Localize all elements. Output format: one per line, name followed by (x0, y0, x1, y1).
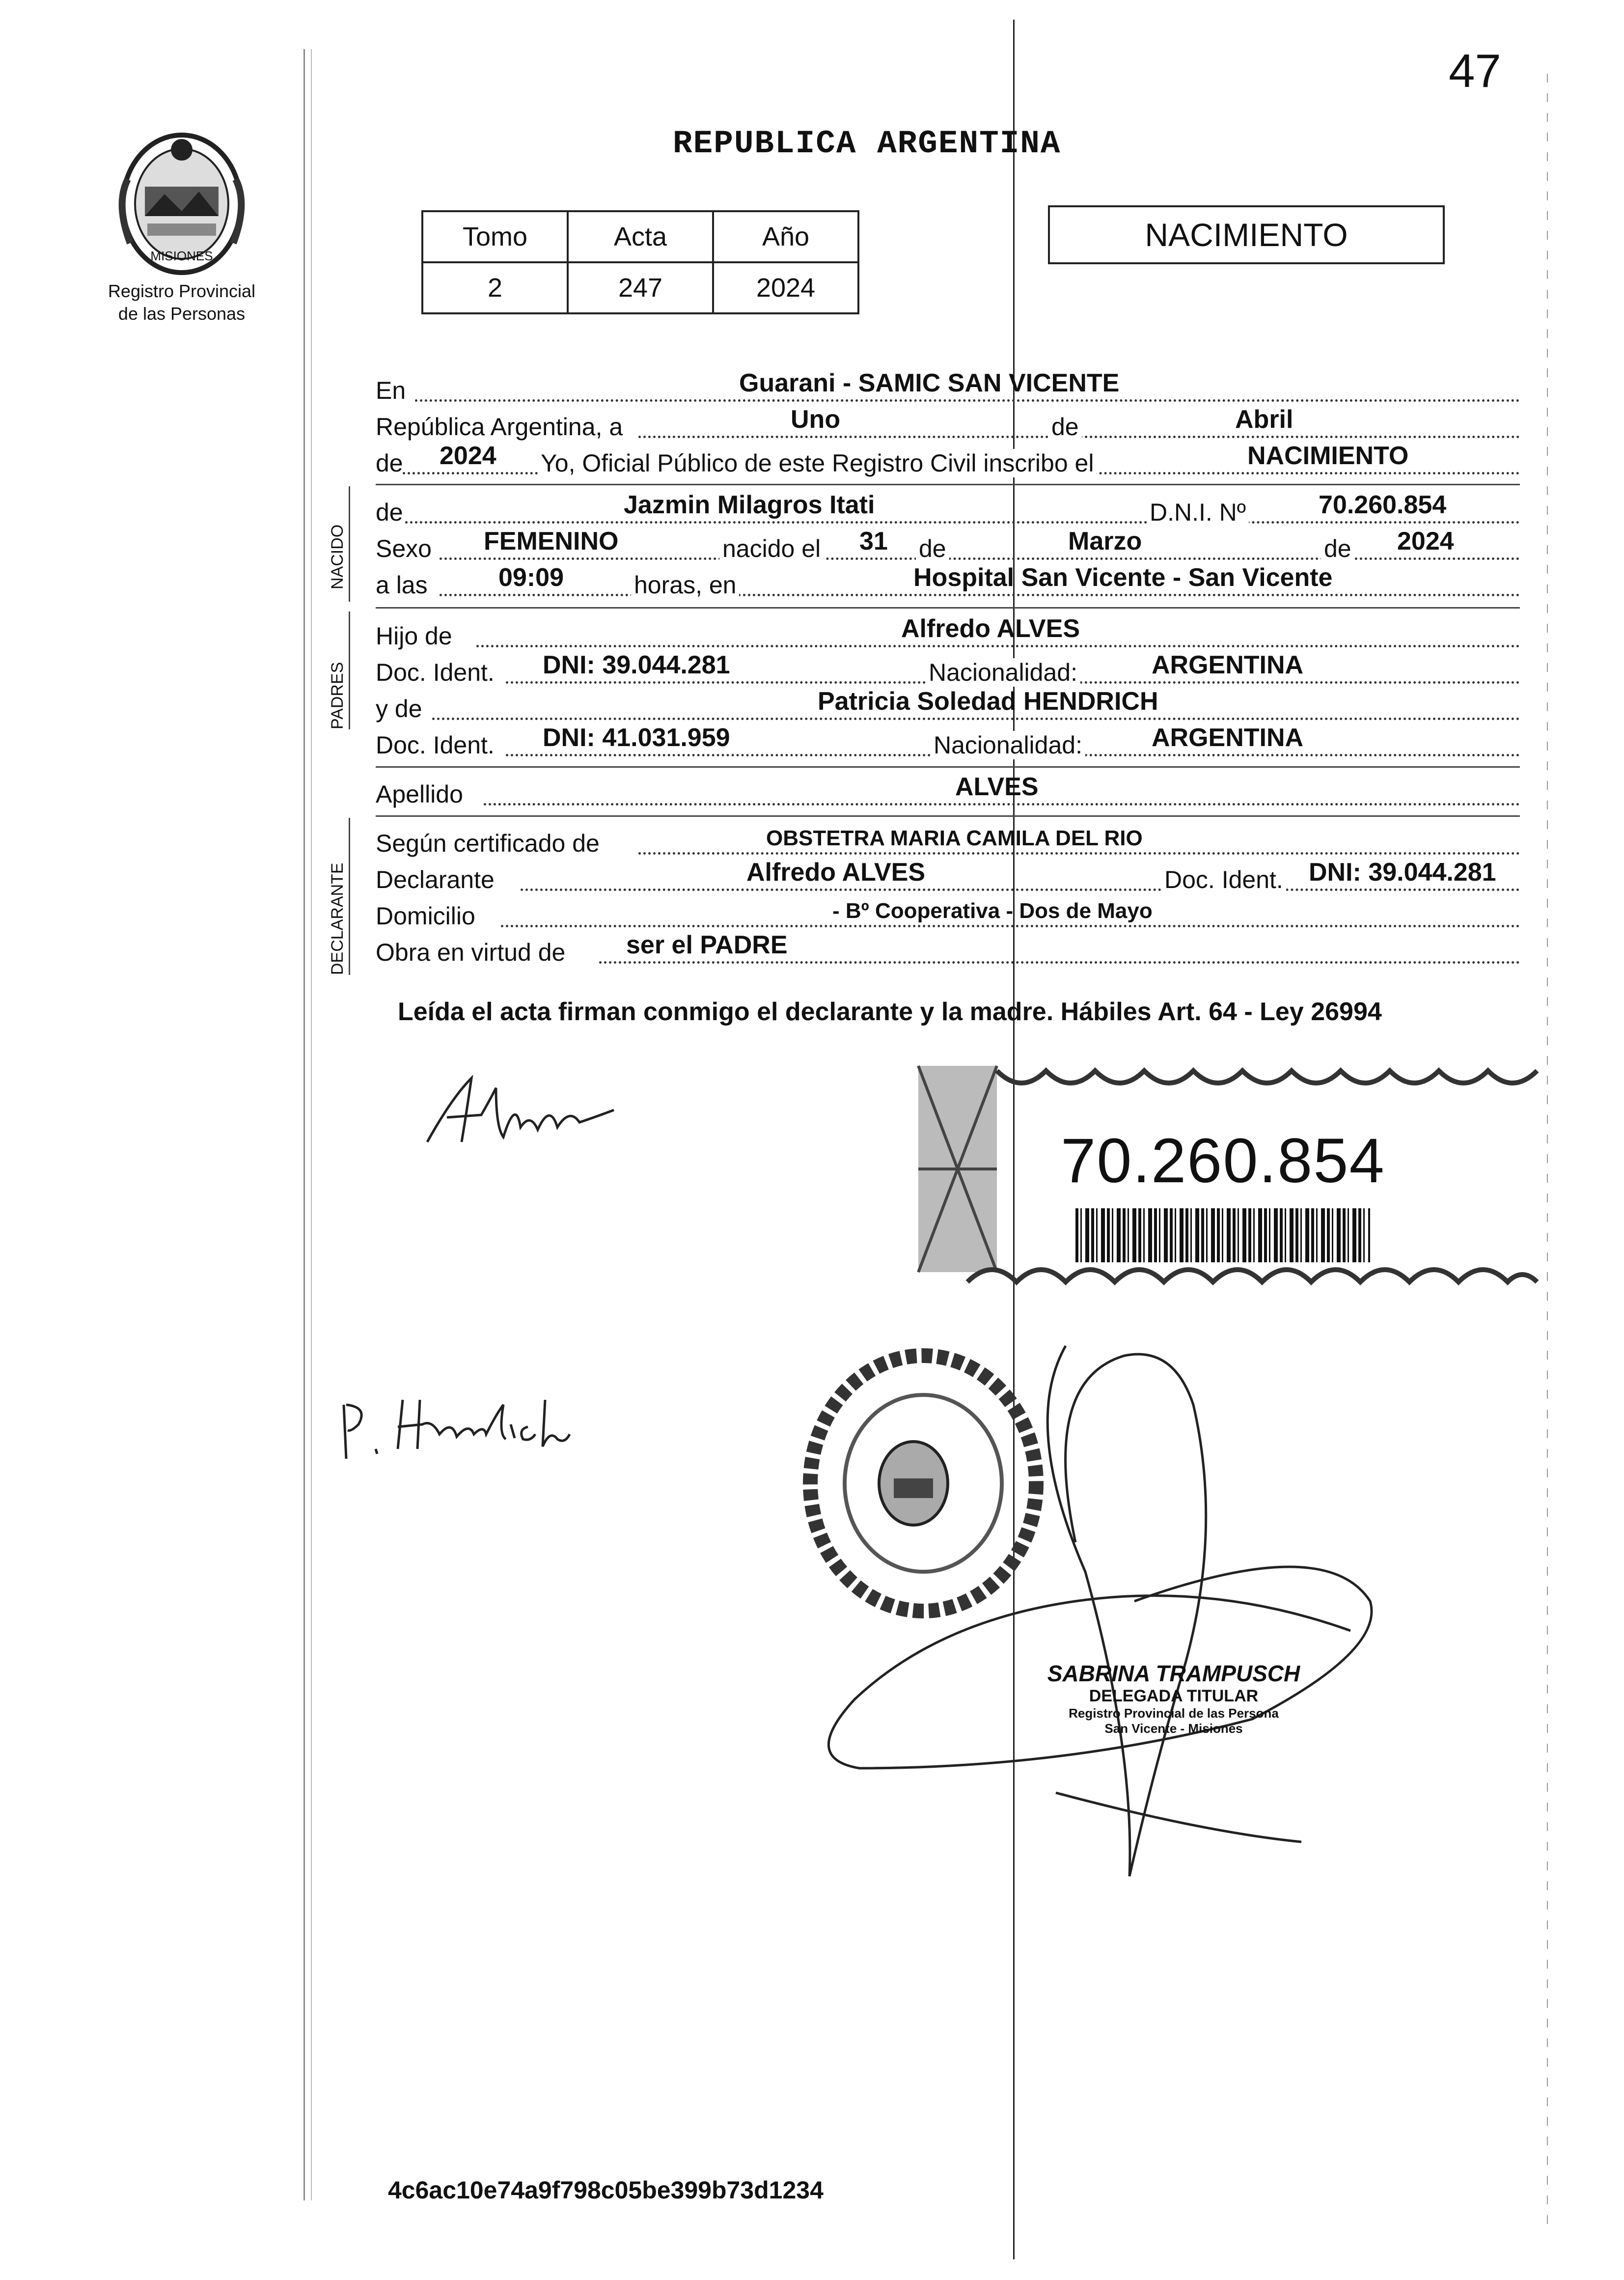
label-republica: República Argentina, a (376, 413, 623, 441)
side-label-declarante: DECLARANTE (328, 862, 347, 975)
row-time (376, 563, 1520, 599)
row-place (376, 368, 1520, 405)
value-birth-year: 2024 (1397, 527, 1454, 556)
dotted-line (440, 594, 1520, 596)
label-nacido-el: nacido el (719, 534, 824, 563)
label-nacionalidad: Nacionalidad: (931, 731, 1085, 759)
value-acta: 247 (568, 262, 713, 313)
dotted-line (476, 645, 1520, 647)
barcode (1075, 1208, 1370, 1262)
right-margin-line (1547, 74, 1548, 2235)
label-obra: Obra en virtud de (376, 939, 566, 966)
label-de: de (1048, 413, 1082, 441)
value-ano: 2024 (713, 262, 858, 313)
value-month: Abril (1235, 405, 1294, 434)
section-bar-declarante (349, 818, 350, 975)
officer-signature (810, 1326, 1400, 1906)
label-segun: Según certificado de (376, 830, 600, 857)
value-mother-nationality: ARGENTINA (1152, 723, 1304, 752)
value-father-nationality: ARGENTINA (1152, 651, 1304, 679)
left-margin-line-inner (311, 49, 312, 2200)
row-declarant (376, 858, 1520, 894)
section-divider (376, 607, 1520, 609)
official-office-line1: Registro Provincial de las Persona (1069, 1706, 1279, 1721)
value-father-dni: DNI: 39.044.281 (543, 651, 730, 679)
dotted-line (484, 803, 1520, 806)
label-de-birth-year: de (1321, 534, 1354, 563)
label-doc-ident: Doc. Ident. (376, 659, 495, 686)
official-signature-block (1002, 1660, 1346, 1736)
row-surname (376, 772, 1520, 808)
header-tomo: Tomo (422, 211, 568, 262)
value-day: Uno (791, 405, 841, 434)
row-certifier (376, 821, 1520, 858)
value-mother: Patricia Soledad HENDRICH (818, 687, 1158, 716)
value-sex: FEMENINO (484, 527, 619, 556)
value-father: Alfredo ALVES (901, 614, 1080, 643)
label-nacionalidad: Nacionalidad: (926, 658, 1080, 687)
row-sex (376, 527, 1520, 563)
value-birth-month: Marzo (1068, 527, 1142, 556)
registry-name-line2: de las Personas (118, 304, 246, 324)
row-father (376, 614, 1520, 650)
provincial-seal-icon (110, 120, 253, 282)
page-number: 47 (1449, 45, 1501, 97)
value-capacity: ser el PADRE (626, 931, 788, 959)
official-role: DELEGADA TITULAR (1089, 1687, 1259, 1705)
label-hijo-de: Hijo de (376, 622, 452, 650)
header-ano: Año (713, 211, 858, 262)
label-declarante: Declarante (376, 866, 495, 893)
label-de-month: de (916, 534, 949, 563)
label-domicilio: Domicilio (376, 902, 475, 930)
value-mother-dni: DNI: 41.031.959 (543, 723, 730, 752)
svg-text:MISIONES: MISIONES (150, 249, 213, 263)
dotted-line (440, 557, 1520, 560)
dotted-line (521, 889, 1520, 891)
section-divider (376, 484, 1520, 485)
value-place: Guarani - SAMIC SAN VICENTE (739, 369, 1120, 397)
dotted-line (432, 718, 1520, 720)
value-declarant: Alfredo ALVES (746, 858, 926, 887)
label-en: En (376, 377, 406, 404)
registry-name-line1: Registro Provincial (108, 281, 256, 301)
document-title: REPUBLICA ARGENTINA (673, 125, 1061, 162)
registry-name (74, 280, 290, 325)
value-birth-day: 31 (859, 527, 888, 556)
section-bar-padres (349, 612, 350, 729)
row-date (376, 405, 1520, 441)
value-name: Jazmin Milagros Itati (624, 491, 875, 519)
row-address (376, 894, 1520, 930)
value-tomo: 2 (422, 262, 568, 313)
label-doc-ident: Doc. Ident. (1161, 865, 1286, 894)
dotted-line (415, 399, 1520, 402)
label-dni: D.N.I. Nº (1147, 498, 1249, 527)
row-capacity (376, 930, 1520, 967)
label-de-name: de (376, 499, 403, 526)
dni-stamp-number: 70.260.854 (1061, 1126, 1385, 1196)
value-declarant-dni: DNI: 39.044.281 (1309, 858, 1496, 887)
side-label-padres: PADRES (328, 662, 347, 729)
row-mother (376, 687, 1520, 723)
document-hash: 4c6ac10e74a9f798c05be399b73d1234 (388, 2176, 824, 2204)
declarant-signature (422, 1068, 629, 1152)
label-a-las: a las (376, 571, 428, 599)
record-type-box: NACIMIENTO (1048, 205, 1445, 264)
section-divider (376, 815, 1520, 817)
official-office-line2: San Vicente - Misiones (1104, 1721, 1243, 1736)
label-horas-en: horas, en (631, 571, 739, 599)
dotted-line (638, 852, 1520, 855)
label-apellido: Apellido (376, 780, 463, 808)
record-table (421, 210, 859, 314)
value-birth-place: Hospital San Vicente - San Vicente (913, 563, 1333, 592)
dotted-line (405, 521, 1520, 524)
value-event: NACIMIENTO (1247, 442, 1409, 470)
value-address: - Bº Cooperativa - Dos de Mayo (832, 899, 1153, 923)
label-y-de: y de (376, 695, 422, 723)
closing-text: Leída el acta firman conmigo el declarante y la madre. Hábiles Art. 64 - Ley 26994 (398, 998, 1382, 1026)
value-time: 09:09 (498, 563, 564, 592)
row-father-doc (376, 650, 1520, 687)
label-oficial: Yo, Oficial Público de este Registro Civil inscribo el (538, 449, 1097, 477)
dotted-line (599, 961, 1520, 964)
value-certifier: OBSTETRA MARIA CAMILA DEL RIO (766, 826, 1143, 850)
side-label-nacido: NACIDO (328, 524, 347, 589)
value-dni: 70.260.854 (1319, 491, 1447, 519)
official-name: SABRINA TRAMPUSCH (1047, 1661, 1300, 1686)
header-acta: Acta (568, 211, 713, 262)
value-year: 2024 (440, 442, 496, 470)
label-de-year: de (376, 449, 403, 477)
dotted-line (501, 925, 1520, 927)
section-divider (376, 766, 1520, 768)
row-name (376, 490, 1520, 527)
left-margin-line (303, 49, 305, 2200)
mother-signature (334, 1385, 589, 1464)
row-mother-doc (376, 723, 1520, 759)
section-bar-nacido (349, 486, 350, 602)
label-sexo: Sexo (376, 535, 432, 562)
value-surname: ALVES (955, 773, 1039, 801)
label-doc-ident: Doc. Ident. (376, 731, 495, 759)
row-event (376, 441, 1520, 477)
